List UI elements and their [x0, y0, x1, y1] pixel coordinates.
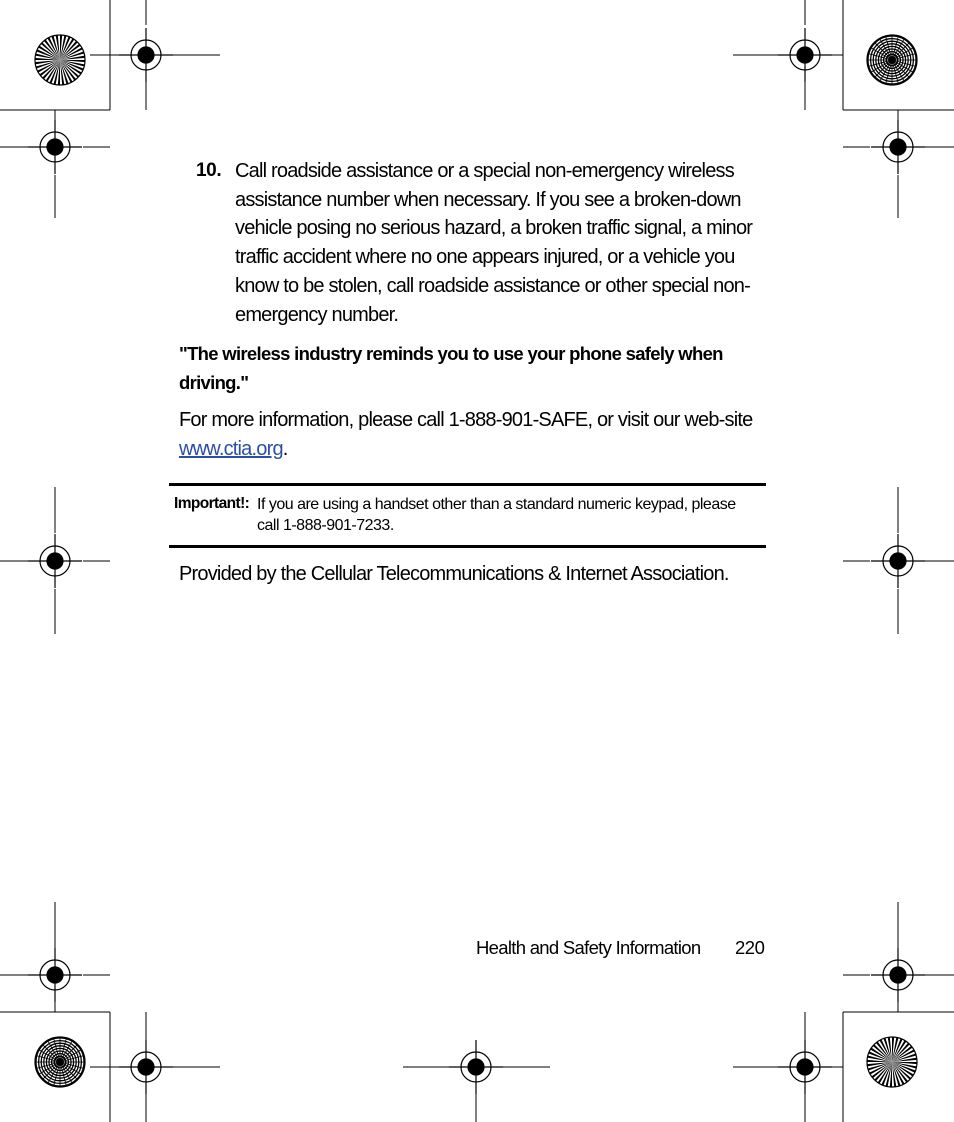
- starburst-icon: [867, 1037, 917, 1087]
- footer-page-number: 220: [735, 937, 765, 958]
- registration-target-icon: [871, 948, 925, 1002]
- more-info-paragraph: [179, 406, 769, 463]
- registration-target-icon: [119, 28, 173, 82]
- registration-target-icon: [778, 28, 832, 82]
- ctia-website-link[interactable]: www.ctia.org: [179, 437, 283, 460]
- important-note-text: If you are using a handset other than a standard numeric keypad, please call 1-888-901-7233.: [257, 496, 736, 534]
- moire-ring-icon: [35, 1037, 85, 1087]
- note-top-rule: [169, 483, 766, 486]
- registration-target-icon: [28, 948, 82, 1002]
- more-info-text: For more information, please call 1-888-901-SAFE, or visit our web-site: [179, 409, 753, 431]
- registration-target-icon: [119, 1040, 173, 1094]
- more-info-period: .: [282, 437, 288, 460]
- registration-target-icon: [449, 1040, 503, 1094]
- registration-target-icon: [28, 534, 82, 588]
- moire-ring-icon: [867, 35, 917, 85]
- registration-target-icon: [778, 1040, 832, 1094]
- footer-section-title: Health and Safety Information: [476, 937, 701, 958]
- important-label: Important!:: [174, 495, 250, 512]
- registration-target-icon: [871, 120, 925, 174]
- list-item-number: 10.: [196, 160, 222, 181]
- safety-quote: "The wireless industry reminds you to use your phone safely when driving.": [179, 343, 723, 393]
- registration-target-icon: [871, 534, 925, 588]
- registration-target-icon: [28, 120, 82, 174]
- provided-by-text: Provided by the Cellular Telecommunications & Internet Association.: [179, 563, 729, 585]
- starburst-icon: [35, 35, 85, 85]
- list-item-text: Call roadside assistance or a special non-emergency wireless assistance number when necessary. If you see a broken-down vehicle posing no serious hazard, a broken traffic signal, a minor traffic accident where no one appears injured, or a vehicle you know to be stolen, call roadside assistance or other special non-emergency number.: [235, 160, 753, 326]
- note-bottom-rule: [169, 545, 766, 548]
